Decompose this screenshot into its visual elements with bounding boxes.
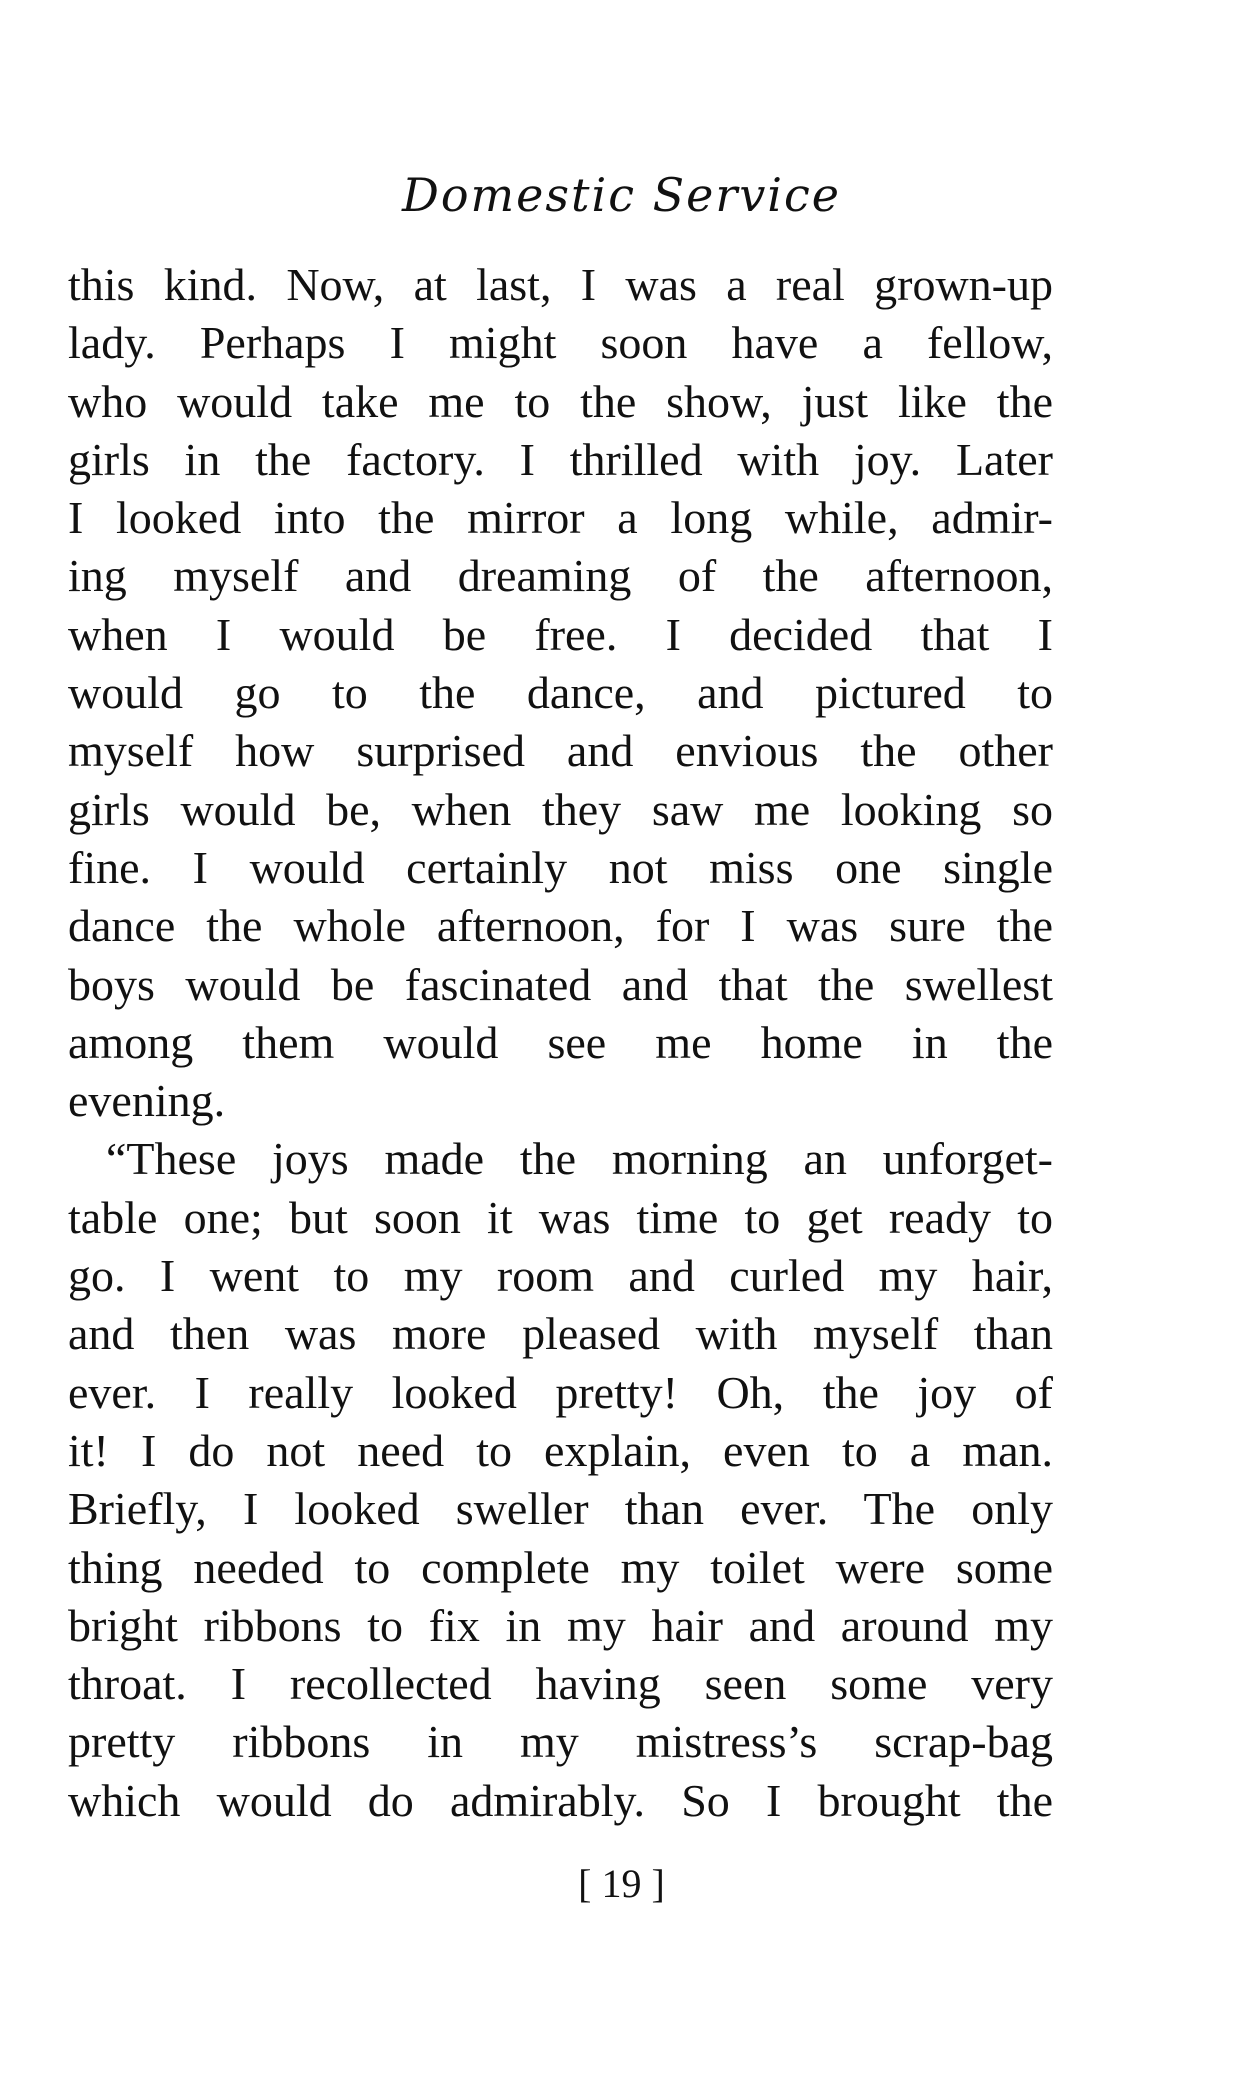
page-number: [ 19 ] [578,1861,665,1906]
text-line: throat. I recollected having seen some very [68,1658,1053,1710]
text-line: thing needed to complete my toilet were some [68,1541,1053,1593]
text-line: fine. I would certainly not miss one single [68,841,1053,893]
text-line: bright ribbons to fix in my hair and around my [68,1599,1053,1651]
text-line: it! I do not need to explain, even to a man. [68,1424,1053,1476]
text-line: pretty ribbons in my mistress’s scrap-bag [68,1716,1053,1768]
text-line: this kind. Now, at last, I was a real grown-up [68,259,1053,310]
text-line: lady. Perhaps I might soon have a fellow, [68,317,1053,369]
text-line: when I would be free. I decided that I [68,608,1053,660]
text-line: “These joys made the morning an unforget- [106,1133,1053,1185]
text-line: dance the whole afternoon, for I was sure the [68,900,1053,952]
text-line: table one; but soon it was time to get ready to [68,1191,1053,1243]
paragraph [68,256,1053,1130]
text-line: Briefly, I looked sweller than ever. The only [68,1483,1053,1535]
paragraph [68,1130,1053,1830]
body-text [68,256,1053,1830]
text-line: myself how surprised and envious the other [68,725,1053,777]
text-line: girls in the factory. I thrilled with joy. Later [68,433,1053,485]
running-head: Domestic Service [401,168,841,222]
text-line: evening. [68,1075,226,1127]
text-line: I looked into the mirror a long while, admir- [68,492,1053,544]
text-line: boys would be fascinated and that the swellest [68,958,1053,1010]
text-line: ing myself and dreaming of the afternoon, [68,550,1053,602]
text-line: which would do admirably. So I brought the [68,1774,1053,1826]
text-line: would go to the dance, and pictured to [68,667,1053,719]
text-line: among them would see me home in the [68,1016,1053,1068]
text-line: who would take me to the show, just like the [68,375,1053,427]
text-line: ever. I really looked pretty! Oh, the joy of [68,1366,1053,1418]
text-line: and then was more pleased with myself than [68,1308,1053,1360]
text-line: girls would be, when they saw me looking so [68,783,1053,835]
text-line: go. I went to my room and curled my hair, [68,1250,1053,1302]
